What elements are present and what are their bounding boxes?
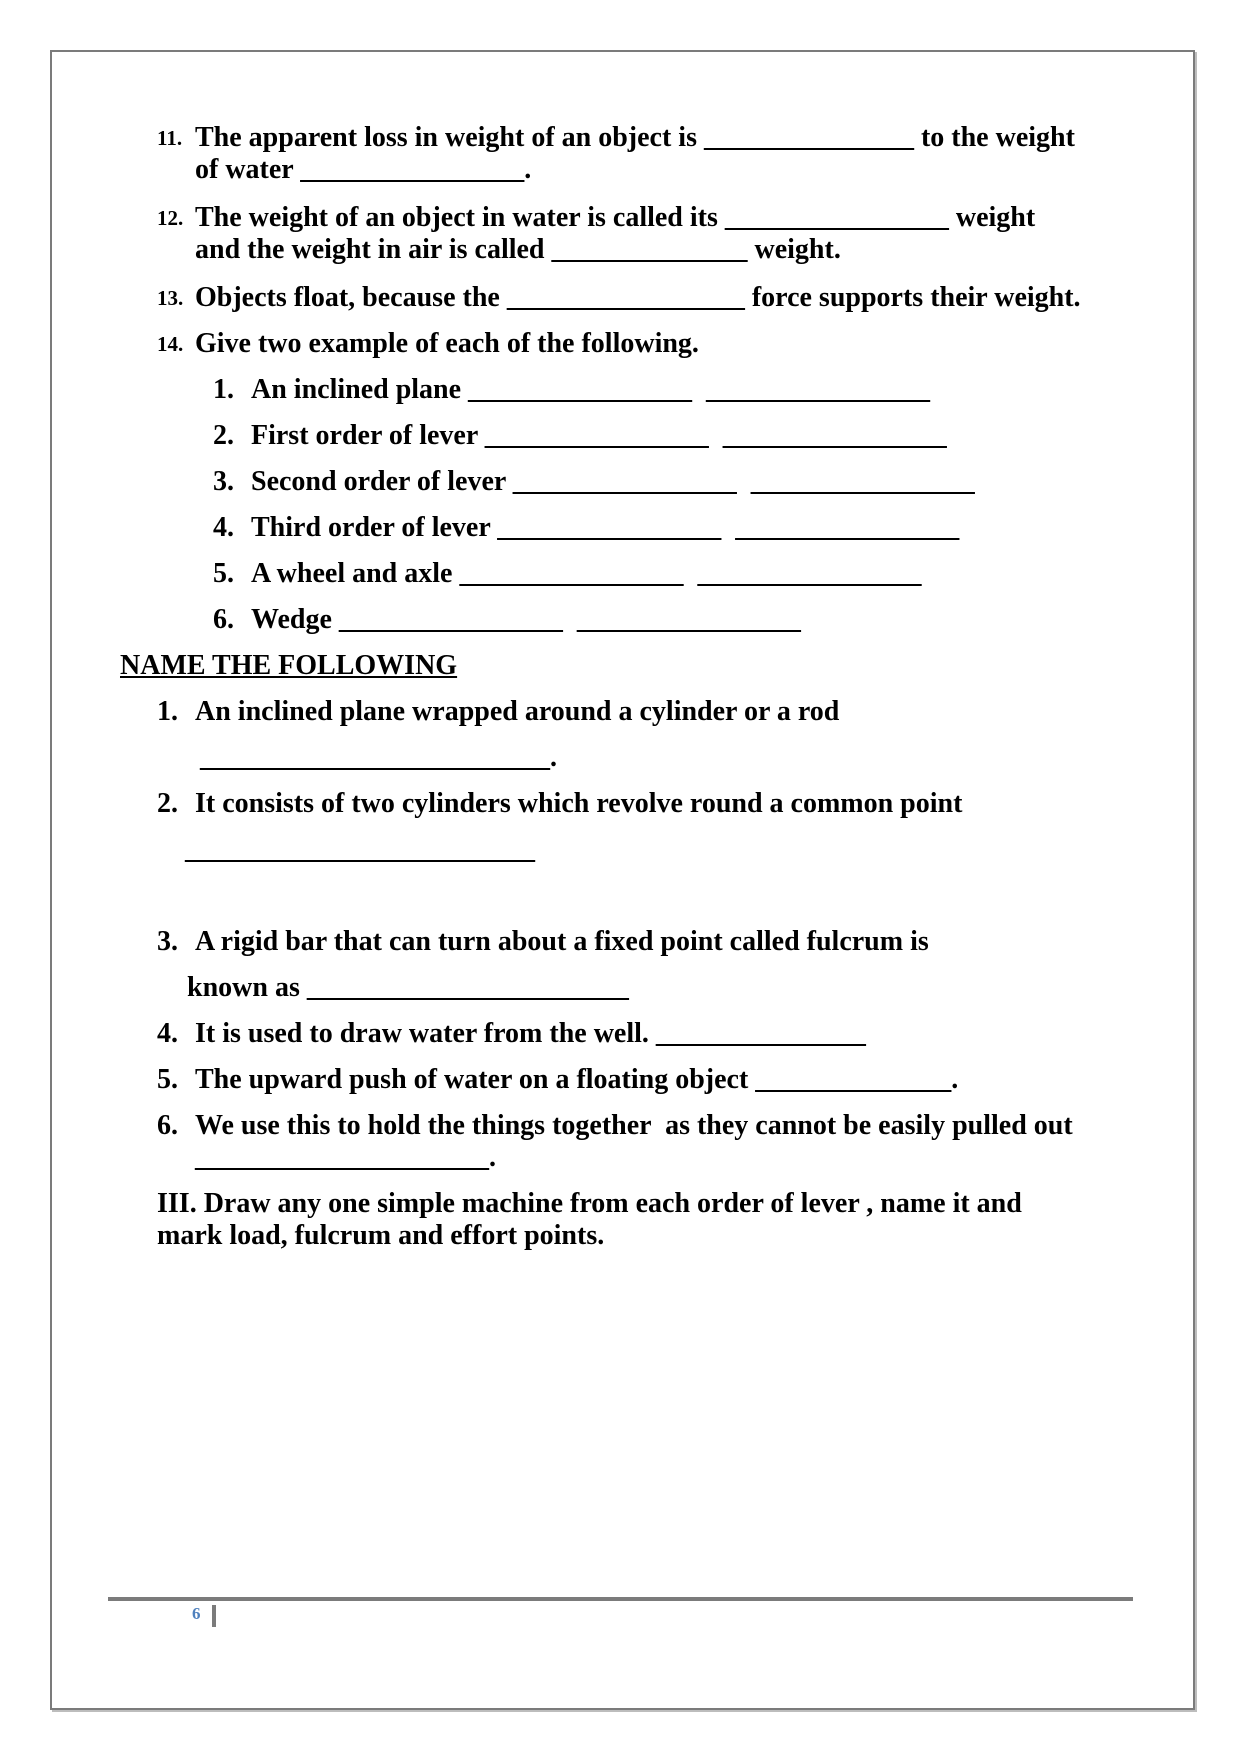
example-4-text: Third order of lever ________________ ________________ xyxy=(251,512,960,543)
part-three-instruction-continued: mark load, fulcrum and effort points. xyxy=(157,1220,605,1251)
name-item-1-answer: _________________________. xyxy=(200,742,557,773)
example-5-number: 5. xyxy=(213,558,234,589)
example-4-number: 4. xyxy=(213,512,234,543)
question-12-text: The weight of an object in water is called its ________________ weight xyxy=(195,202,1036,233)
example-5-text: A wheel and axle ________________ ________________ xyxy=(251,558,922,589)
name-item-3-answer: known as _______________________ xyxy=(187,972,629,1003)
example-6-text: Wedge ________________ ________________ xyxy=(251,604,801,635)
example-6-number: 6. xyxy=(213,604,234,635)
footer-rule xyxy=(108,1597,1133,1601)
name-item-6-number: 6. xyxy=(157,1110,178,1141)
example-1-text: An inclined plane ________________ ________________ xyxy=(251,374,931,405)
question-12-number: 12. xyxy=(157,206,184,230)
name-item-2-number: 2. xyxy=(157,788,178,819)
page-number: 6 xyxy=(192,1604,201,1623)
section-heading: NAME THE FOLLOWING xyxy=(120,650,458,681)
question-13-text: Objects float, because the _________________ force supports their weight. xyxy=(195,282,1081,313)
name-item-3-number: 3. xyxy=(157,926,178,957)
part-three-instruction: III. Draw any one simple machine from each order of lever , name it and xyxy=(157,1188,1022,1219)
footer-divider xyxy=(212,1605,216,1627)
name-item-1-text: An inclined plane wrapped around a cylinder or a rod xyxy=(195,696,840,727)
example-1-number: 1. xyxy=(213,374,234,405)
name-item-4-text: It is used to draw water from the well. _______________ xyxy=(195,1018,866,1049)
name-item-4-number: 4. xyxy=(157,1018,178,1049)
name-item-3-text: A rigid bar that can turn about a fixed point called fulcrum is xyxy=(195,926,929,957)
question-14-text: Give two example of each of the following. xyxy=(195,328,699,359)
question-11-number: 11. xyxy=(157,126,183,150)
question-12-text-continued: and the weight in air is called ______________ weight. xyxy=(195,234,841,265)
name-item-5-text: The upward push of water on a floating object ______________. xyxy=(195,1064,959,1095)
example-3-text: Second order of lever ________________ ________________ xyxy=(251,466,975,497)
name-item-2-answer: _________________________ xyxy=(185,834,535,865)
question-11-text: The apparent loss in weight of an object is _______________ to the weight xyxy=(195,122,1075,153)
example-2-number: 2. xyxy=(213,420,234,451)
name-item-6-answer: _____________________. xyxy=(195,1142,496,1173)
name-item-1-number: 1. xyxy=(157,696,178,727)
question-14-number: 14. xyxy=(157,332,184,356)
example-3-number: 3. xyxy=(213,466,234,497)
name-item-2-text: It consists of two cylinders which revolve round a common point xyxy=(195,788,963,819)
name-item-6-text: We use this to hold the things together as they cannot be easily pulled out xyxy=(195,1110,1073,1141)
name-item-5-number: 5. xyxy=(157,1064,178,1095)
example-2-text: First order of lever ________________ ________________ xyxy=(251,420,947,451)
question-13-number: 13. xyxy=(157,286,184,310)
question-11-text-continued: of water ________________. xyxy=(195,154,532,185)
